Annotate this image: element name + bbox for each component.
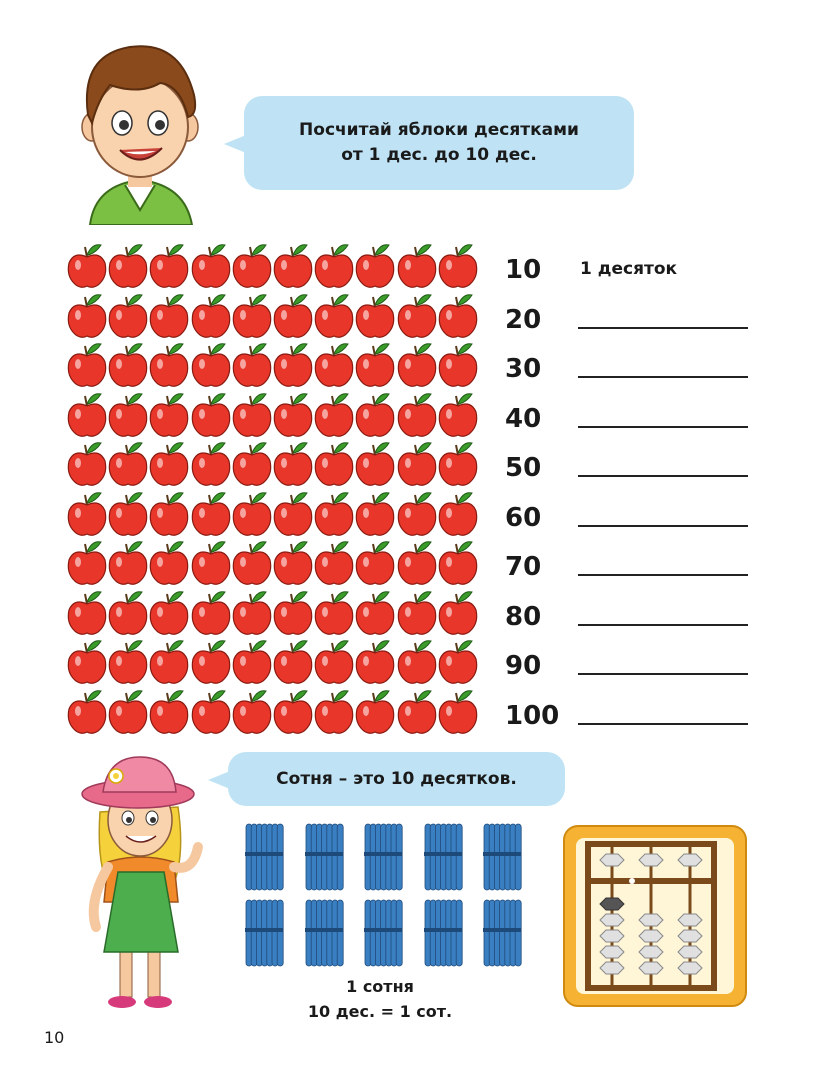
- apple-icon: [148, 538, 190, 586]
- apple-icon: [231, 241, 273, 289]
- apple-icon: [231, 637, 273, 685]
- answer-blank-line[interactable]: [578, 723, 748, 725]
- apple-row: [66, 489, 481, 539]
- apple-row: [66, 340, 481, 390]
- apple-icon: [313, 241, 355, 289]
- bundle-of-ten-icon: [304, 898, 344, 968]
- apple-icon: [190, 538, 232, 586]
- girl-illustration: [78, 752, 213, 1017]
- apple-icon: [148, 291, 190, 339]
- caption-line-2: 10 дес. = 1 сот.: [307, 1002, 453, 1021]
- apple-icon: [107, 588, 149, 636]
- apple-icon: [396, 291, 438, 339]
- apple-icon: [148, 489, 190, 537]
- apple-icon: [354, 390, 396, 438]
- answer-blank-line[interactable]: [578, 475, 748, 477]
- instruction-bubble-top: [244, 96, 634, 190]
- apple-icon: [66, 390, 108, 438]
- apple-icon: [148, 687, 190, 735]
- apple-icon: [231, 538, 273, 586]
- tens-answer: 1 десяток: [580, 259, 678, 279]
- apple-icon: [66, 291, 108, 339]
- apple-icon: [190, 291, 232, 339]
- apple-icon: [437, 538, 479, 586]
- bundle-of-ten-icon: [244, 822, 284, 892]
- apple-icon: [354, 489, 396, 537]
- apple-icon: [190, 637, 232, 685]
- apple-icon: [354, 637, 396, 685]
- apple-icon: [107, 390, 149, 438]
- apple-icon: [190, 390, 232, 438]
- apple-icon: [272, 390, 314, 438]
- apple-icon: [437, 439, 479, 487]
- apple-grid: [66, 241, 481, 741]
- tens-number: 70: [505, 552, 542, 582]
- apple-icon: [396, 340, 438, 388]
- apple-icon: [313, 291, 355, 339]
- bundle-of-ten-icon: [304, 822, 344, 892]
- apple-icon: [231, 390, 273, 438]
- apple-icon: [148, 340, 190, 388]
- apple-icon: [272, 687, 314, 735]
- apple-icon: [231, 687, 273, 735]
- apple-icon: [272, 538, 314, 586]
- apple-icon: [437, 390, 479, 438]
- apple-icon: [148, 588, 190, 636]
- apple-icon: [231, 439, 273, 487]
- apple-icon: [313, 687, 355, 735]
- instruction-line-2: от 1 дес. до 10 дес.: [341, 145, 537, 165]
- apple-icon: [437, 291, 479, 339]
- abacus-icon: [562, 824, 748, 1008]
- bundle-of-ten-icon: [482, 898, 522, 968]
- apple-icon: [107, 241, 149, 289]
- tens-number: 30: [505, 354, 542, 384]
- apple-icon: [437, 489, 479, 537]
- bundle-of-ten-icon: [244, 898, 284, 968]
- apple-icon: [354, 687, 396, 735]
- apple-icon: [107, 489, 149, 537]
- apple-icon: [354, 588, 396, 636]
- answer-blank-line[interactable]: [578, 525, 748, 527]
- apple-icon: [66, 241, 108, 289]
- apple-icon: [272, 291, 314, 339]
- apple-row: [66, 637, 481, 687]
- apple-icon: [272, 588, 314, 636]
- apple-row: [66, 687, 481, 737]
- instruction-bubble-bottom: [228, 752, 565, 806]
- tens-number: 40: [505, 403, 542, 434]
- apple-icon: [396, 588, 438, 636]
- answer-blank-line[interactable]: [578, 673, 748, 675]
- apple-icon: [107, 340, 149, 388]
- tens-number: 80: [505, 601, 542, 632]
- apple-icon: [272, 637, 314, 685]
- apple-icon: [396, 241, 438, 289]
- apple-icon: [190, 588, 232, 636]
- apple-icon: [396, 439, 438, 487]
- apple-icon: [190, 340, 232, 388]
- apple-icon: [354, 340, 396, 388]
- apple-icon: [107, 439, 149, 487]
- bundle-of-ten-icon: [423, 822, 463, 892]
- apple-icon: [313, 489, 355, 537]
- answer-blank-line[interactable]: [578, 426, 748, 428]
- apple-icon: [190, 439, 232, 487]
- apple-icon: [231, 588, 273, 636]
- apple-icon: [437, 241, 479, 289]
- apple-icon: [148, 439, 190, 487]
- apple-icon: [272, 439, 314, 487]
- apple-icon: [313, 637, 355, 685]
- tens-number: 100: [505, 700, 560, 731]
- bundle-of-ten-icon: [363, 898, 403, 968]
- apple-icon: [437, 588, 479, 636]
- apple-icon: [66, 687, 108, 735]
- bundle-of-ten-icon: [423, 898, 463, 968]
- apple-icon: [190, 489, 232, 537]
- bundle-of-ten-icon: [482, 822, 522, 892]
- apple-icon: [231, 291, 273, 339]
- apple-icon: [354, 439, 396, 487]
- apple-icon: [354, 241, 396, 289]
- apple-icon: [313, 340, 355, 388]
- apple-icon: [148, 241, 190, 289]
- apple-icon: [313, 390, 355, 438]
- apple-icon: [437, 687, 479, 735]
- apple-icon: [272, 489, 314, 537]
- caption-line-1: 1 сотня: [346, 977, 414, 996]
- apple-row: [66, 588, 481, 638]
- apple-icon: [313, 439, 355, 487]
- apple-icon: [107, 291, 149, 339]
- apple-icon: [148, 390, 190, 438]
- apple-icon: [66, 538, 108, 586]
- apple-icon: [231, 340, 273, 388]
- apple-icon: [437, 637, 479, 685]
- apple-icon: [396, 637, 438, 685]
- apple-icon: [107, 538, 149, 586]
- tens-number: 10: [505, 255, 542, 285]
- page-number: 10: [44, 1028, 65, 1047]
- apple-icon: [396, 489, 438, 537]
- apple-icon: [272, 241, 314, 289]
- answer-blank-line[interactable]: [578, 624, 748, 626]
- apple-icon: [107, 637, 149, 685]
- apple-icon: [66, 637, 108, 685]
- apple-row: [66, 538, 481, 588]
- boy-illustration: [70, 35, 210, 225]
- apple-icon: [190, 241, 232, 289]
- tens-number: 60: [505, 502, 542, 533]
- answer-blank-line[interactable]: [578, 574, 748, 576]
- apple-icon: [66, 340, 108, 388]
- apple-icon: [313, 588, 355, 636]
- apple-icon: [231, 489, 273, 537]
- tens-number: 20: [505, 304, 542, 335]
- apple-icon: [66, 439, 108, 487]
- answer-blank-line[interactable]: [578, 376, 748, 378]
- apple-icon: [66, 588, 108, 636]
- bundle-of-ten-icon: [363, 822, 403, 892]
- apple-row: [66, 390, 481, 440]
- apple-icon: [354, 291, 396, 339]
- apple-row: [66, 291, 481, 341]
- apple-icon: [354, 538, 396, 586]
- apple-icon: [272, 340, 314, 388]
- apple-icon: [190, 687, 232, 735]
- apple-icon: [107, 687, 149, 735]
- apple-icon: [66, 489, 108, 537]
- tens-number: 90: [505, 651, 542, 681]
- answer-blank-line[interactable]: [578, 327, 748, 329]
- apple-icon: [313, 538, 355, 586]
- apple-icon: [396, 687, 438, 735]
- apple-icon: [148, 637, 190, 685]
- instruction-line-1: Посчитай яблоки десятками: [299, 120, 579, 140]
- instruction-bottom-text: Сотня – это 10 десятков.: [276, 768, 517, 789]
- apple-icon: [437, 340, 479, 388]
- apple-icon: [396, 390, 438, 438]
- apple-row: [66, 241, 481, 291]
- tens-number: 50: [505, 453, 542, 483]
- apple-row: [66, 439, 481, 489]
- apple-icon: [396, 538, 438, 586]
